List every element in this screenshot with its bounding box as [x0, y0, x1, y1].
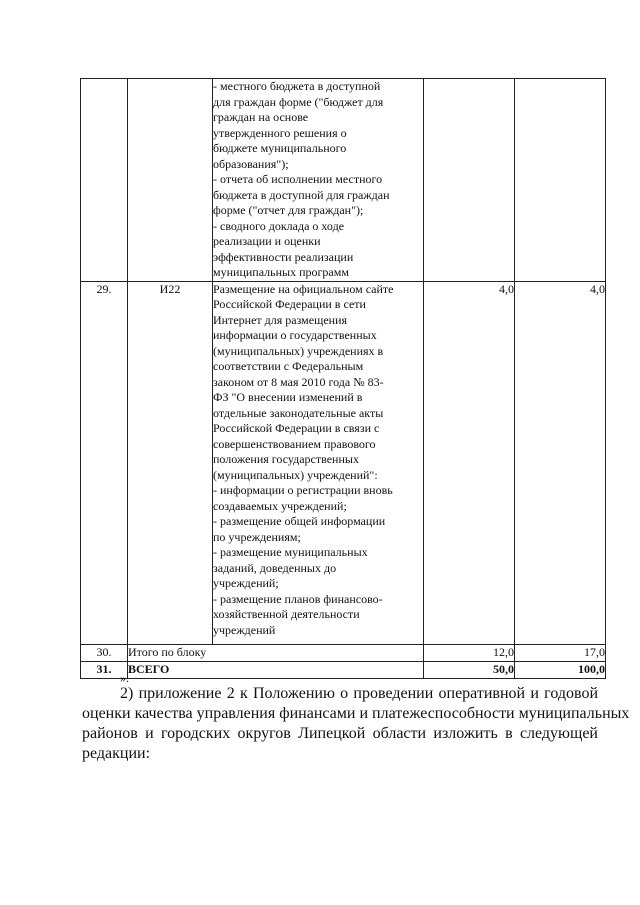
description-line: форме ("отчет для граждан"); — [213, 203, 364, 217]
description-line: бюджете муниципального — [213, 141, 347, 155]
row-value-1: 12,0 — [424, 644, 515, 661]
paragraph-line: 2) приложение 2 к Положению о проведении оперативной и годовой — [120, 685, 598, 702]
description-line: эффективности реализации — [213, 249, 354, 264]
amendment-paragraph — [82, 684, 630, 764]
row-description — [213, 79, 424, 282]
description-line: ФЗ "О внесении изменений в — [213, 390, 363, 404]
description-line: Российской Федерации в сети — [213, 297, 366, 311]
description-line: образования"); — [213, 156, 289, 171]
row-value-2: 17,0 — [515, 644, 606, 661]
description-line: бюджета в доступной для граждан — [213, 187, 390, 202]
closing-quote-mark: ». — [120, 671, 129, 685]
description-line: Интернет для размещения — [213, 312, 348, 327]
description-line: - сводного доклада о ходе — [213, 218, 345, 233]
paragraph-line: районов и городских округов Липецкой области изложить в следующей — [82, 725, 598, 742]
indicators-table — [80, 78, 606, 679]
row-number: 31. — [81, 661, 128, 678]
description-line: совершенствованием правового — [213, 436, 376, 451]
description-line: - размещение планов финансово- — [213, 591, 383, 606]
description-line: учреждений — [213, 622, 276, 637]
row-value-2 — [515, 79, 606, 282]
row-description — [213, 281, 424, 644]
description-line: учреждений; — [213, 576, 279, 590]
description-line: создаваемых учреждений; — [213, 498, 347, 513]
row-code: И22 — [128, 281, 213, 644]
row-value-2: 100,0 — [515, 661, 606, 678]
description-line: - отчета об исполнении местного — [213, 172, 383, 186]
description-line: утвержденного решения о — [213, 125, 347, 140]
description-line: - местного бюджета в доступной — [213, 79, 381, 93]
table-row — [81, 281, 606, 644]
paragraph-line: редакции: — [82, 745, 151, 762]
table-row-total — [81, 661, 606, 678]
row-value-1: 50,0 — [424, 661, 515, 678]
description-line: Российской Федерации в связи с — [213, 421, 380, 435]
description-line: законом от 8 мая 2010 года № 83- — [213, 374, 384, 389]
description-line: (муниципальных) учреждений": — [213, 467, 378, 482]
description-line: для граждан форме ("бюджет для — [213, 94, 384, 109]
description-line: - размещение общей информации — [213, 514, 386, 528]
table-row-subtotal — [81, 644, 606, 661]
row-number — [81, 79, 128, 282]
row-description: Итого по блоку — [128, 644, 424, 661]
description-line: - размещение муниципальных — [213, 545, 368, 559]
description-line: (муниципальных) учреждениях в — [213, 343, 384, 358]
paragraph-line: оценки качества управления финансами и платежеспособности муниципальных — [82, 705, 630, 722]
row-code — [128, 79, 213, 282]
description-line: соответствии с Федеральным — [213, 359, 364, 373]
row-number: 29. — [81, 281, 128, 644]
description-line: хозяйственной деятельности — [213, 607, 360, 621]
table-row — [81, 79, 606, 282]
description-line: - информации о регистрации вновь — [213, 483, 393, 497]
description-line: отдельные законодательные акты — [213, 405, 384, 420]
description-line: по учреждениям; — [213, 529, 301, 544]
description-line: муниципальных программ — [213, 265, 349, 279]
row-number: 30. — [81, 644, 128, 661]
description-line: граждан на основе — [213, 110, 309, 124]
description-line: реализации и оценки — [213, 234, 321, 248]
row-value-2: 4,0 — [515, 281, 606, 644]
description-line: Размещение на официальном сайте — [213, 281, 394, 296]
description-line: заданий, доведенных до — [213, 560, 337, 575]
row-description: ВСЕГО — [128, 661, 424, 678]
row-value-1: 4,0 — [424, 281, 515, 644]
description-line: положения государственных — [213, 452, 359, 466]
description-line: информации о государственных — [213, 328, 377, 342]
row-value-1 — [424, 79, 515, 282]
